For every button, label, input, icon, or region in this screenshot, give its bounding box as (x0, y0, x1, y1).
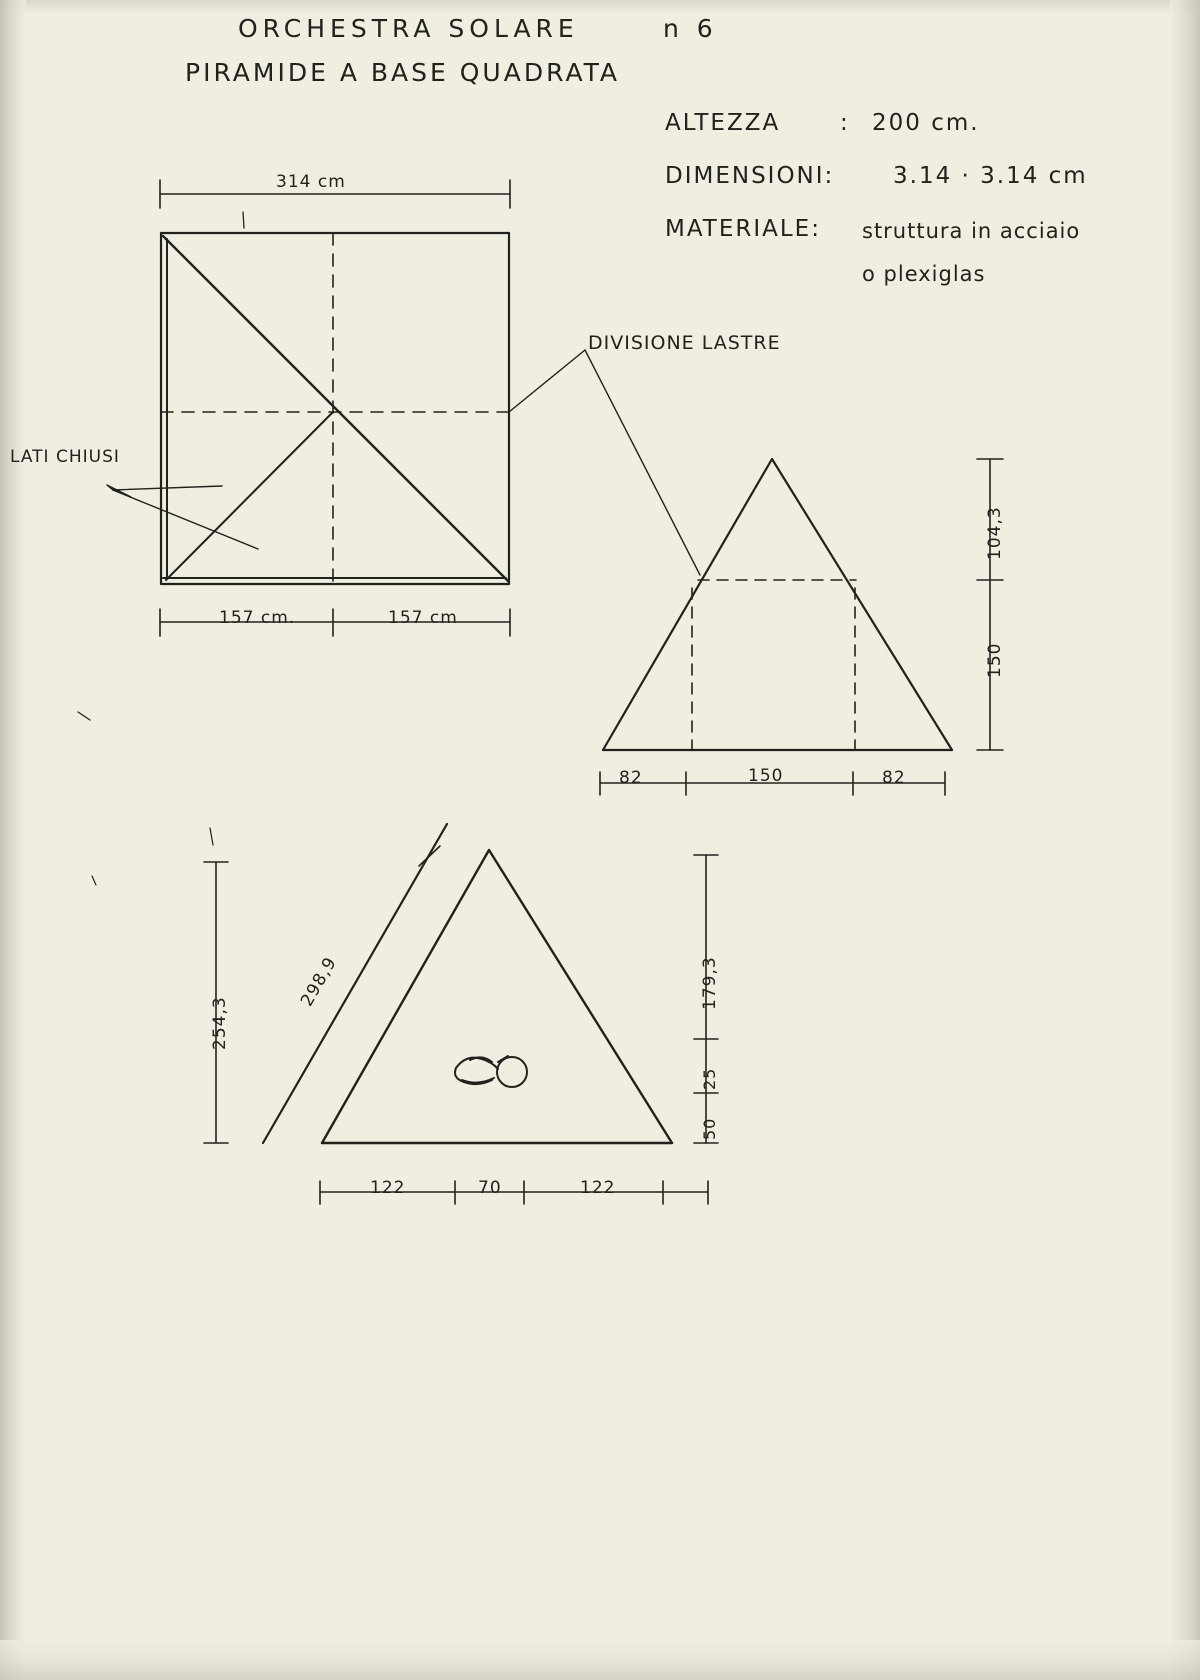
elev-small-seg-3: 82 (882, 768, 906, 788)
elev-large-left-height: 254,3 (210, 996, 230, 1050)
elev-large-right-mid: 25 (700, 1067, 719, 1090)
spec-value-materiale: struttura in acciaio (862, 219, 1081, 243)
page-subtitle: PIRAMIDE A BASE QUADRATA (185, 58, 621, 87)
elevation-small-triangle (600, 459, 1003, 795)
elev-large-seg-1: 122 (370, 1178, 406, 1198)
pencil-mark (78, 712, 90, 720)
elev-small-right-lower: 150 (985, 642, 1005, 678)
elev-large-right-upper: 179,3 (700, 956, 720, 1010)
elev-large-seg-3: 122 (580, 1178, 616, 1198)
elev-large-seg-2: 70 (478, 1178, 502, 1198)
elev-small-seg-2: 150 (748, 766, 784, 786)
callout-divisione-lastre: DIVISIONE LASTRE (588, 332, 781, 354)
pencil-mark (92, 876, 96, 885)
plan-bottom-dimension-right: 157 cm (388, 608, 458, 628)
spec-label-dimensioni: DIMENSIONI: (665, 163, 835, 189)
scooter-icon (455, 1056, 527, 1087)
spec-value-altezza: 200 cm. (872, 110, 980, 136)
spec-value-dimensioni: 3.14 · 3.14 cm (893, 163, 1088, 189)
elev-small-right-upper: 104,3 (985, 506, 1005, 560)
plan-bottom-dimension-left: 157 cm. (219, 608, 296, 628)
pencil-mark (210, 828, 213, 845)
page-title: ORCHESTRA SOLARE (238, 14, 579, 43)
spec-label-materiale: MATERIALE: (665, 216, 821, 242)
spec-separator-altezza: : (840, 110, 850, 136)
callout-lati-chiusi: LATI CHIUSI (10, 447, 120, 467)
elev-large-right-lower: 50 (700, 1117, 719, 1140)
elev-large-slope-length: 298,9 (297, 953, 342, 1010)
elevation-large-triangle (204, 824, 718, 1204)
plan-view-square (107, 180, 700, 636)
spec-value-materiale-2: o plexiglas (862, 262, 986, 286)
elev-small-seg-1: 82 (619, 768, 643, 788)
spec-label-altezza: ALTEZZA (665, 110, 781, 136)
plan-top-dimension: 314 cm (276, 172, 346, 192)
page-number: n 6 (663, 14, 718, 43)
